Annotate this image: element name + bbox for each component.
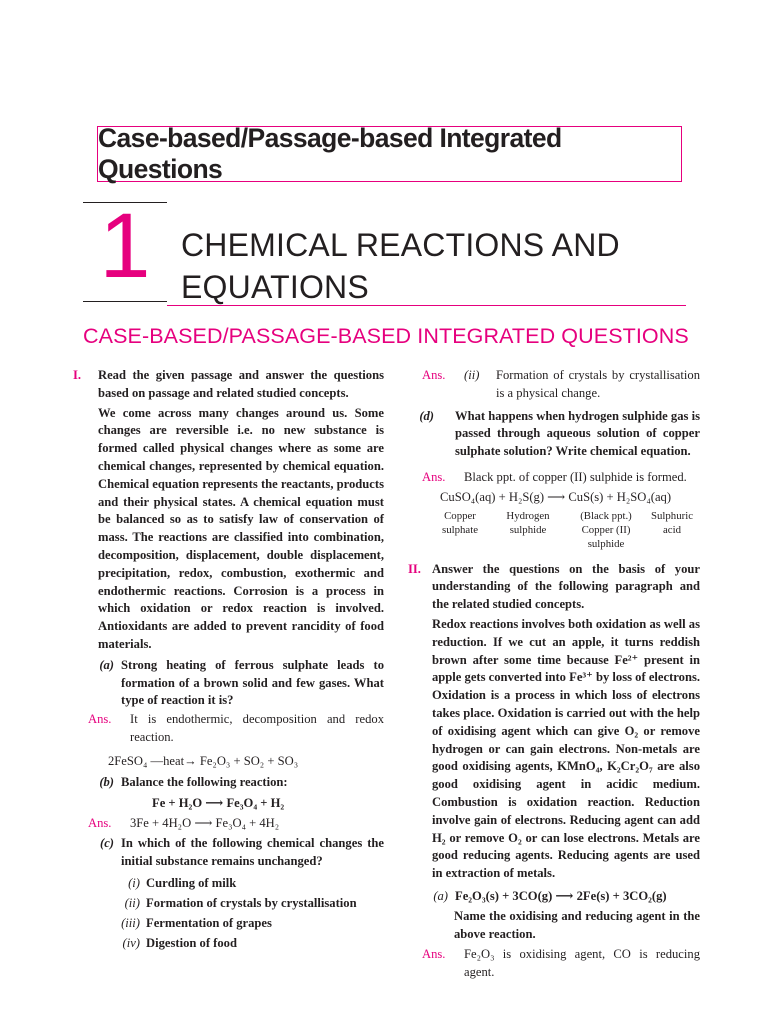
q1c-option-3-text: Fermentation of grapes — [146, 915, 272, 930]
q1d-answer-label: Ans. — [422, 469, 446, 484]
q1c-option-1-text: Curdling of milk — [146, 875, 237, 890]
left-column — [73, 367, 384, 953]
question-1-passage: We come across many changes around us. Some changes are reversible i.e. no new substance is formed called physical changes where as some are chemical changes, represented by chemical equation. Chemical equation represents the reactants, products and their physical states. A chemical equation must be balanced so as to satisfy law of conservation of mass. The reactions are classified into combination, decomposition, displacement, double displacement, precipitation, redox, combustion, exothermic and endothermic reactions. Corrosion is a process in which oxidation or redox reaction is involved. Antioxidants are added to prevent rancidity of food materials. — [98, 405, 384, 651]
title-banner — [97, 123, 682, 184]
q1a-label: (a) — [99, 657, 114, 672]
under-label-1: Copper sulphate — [442, 509, 478, 536]
chapter-title — [181, 224, 620, 308]
q1c-answer — [408, 367, 700, 403]
q1d-answer-text: Black ppt. of copper (II) sulphide is formed. — [464, 469, 687, 484]
right-column — [408, 367, 700, 982]
q1b-answer-label: Ans. — [88, 816, 112, 831]
q1c-option-2-label: (ii) — [124, 895, 140, 910]
q1c-option-1-label: (i) — [128, 875, 140, 890]
under-label-4: Sulphuric acid — [651, 509, 693, 536]
question-1-intro: Read the given passage and answer the questions based on passage and related studied concepts. — [98, 368, 384, 400]
question-1-number: I. — [73, 368, 82, 382]
q1c-answer-text: Formation of crystals by crystallisation is a physical change. — [496, 368, 700, 400]
q1c-option-4 — [98, 933, 384, 953]
q2a-equation: Fe₂O₃(s) + 3CO(g) ⟶ 2Fe(s) + 3CO₂(g) — [455, 888, 667, 903]
q1d-question — [408, 408, 700, 461]
q2a-label: (a) — [433, 888, 448, 903]
chapter-title-line-2: EQUATIONS — [181, 269, 369, 305]
q2a-answer — [408, 946, 700, 982]
q1c-text: In which of the following chemical changes the initial substance remains unchanged? — [121, 835, 384, 868]
q1a-answer-label: Ans. — [88, 712, 112, 727]
q1b-label: (b) — [99, 774, 114, 789]
q1b-text: Balance the following reaction: — [121, 774, 288, 789]
q1c-question — [88, 835, 384, 871]
chapter-title-line-1: CHEMICAL REACTIONS AND — [181, 227, 620, 263]
chapter-number: 1 — [99, 195, 151, 297]
q1c-answer-label: Ans. — [422, 368, 446, 382]
q1a-answer — [88, 711, 384, 747]
q1d-label: (d) — [419, 408, 434, 423]
q1a-equation-text: 2FeSO₄ —heat→ Fe₂O₃ + SO₂ + SO₃ — [108, 753, 299, 768]
q1c-option-3 — [98, 913, 384, 933]
q1d-answer — [408, 469, 700, 487]
q1c-label: (c) — [100, 835, 114, 850]
q1a-equation — [98, 753, 384, 771]
q2a-question: Name the oxidising and reducing agent in the above reaction. — [454, 908, 700, 941]
q1c-option-2 — [98, 893, 384, 913]
q1c-option-4-text: Digestion of food — [146, 935, 237, 950]
q1b-equation: Fe + H₂O ⟶ Fe₃O₄ + H₂ — [152, 796, 285, 811]
q2a-equation-row — [422, 888, 700, 906]
question-2-passage: Redox reactions involves both oxidation as well as reduction. If we cut an apple, it turns reddish brown after some time because Fe²⁺ present in apple gets converted into Fe³⁺ by loss of electrons. Oxidation is a process in which loss of electrons takes place. Oxidation is carried out with the help of oxidising agent which can give O₂ or remove hydrogen or can gain electrons. Non-metals are good oxidising agents, KMnO₄, K₂Cr₂O₇ are also good oxidising agent in acidic medium. Combustion is oxidation reaction. Reduction involve gain of electrons. Reducing agent can add H₂ or remove O₂ or can lose electrons. Metals are good reducing agents. Reducing agents are used in extraction of metals. — [432, 616, 700, 881]
q1b-answer — [88, 815, 384, 833]
q1c-option-2-text: Formation of crystals by crystallisation — [146, 895, 357, 910]
q1a-answer-text: It is endothermic, decomposition and redox reaction. — [130, 712, 384, 744]
question-1 — [73, 367, 384, 403]
q1c-option-3-label: (iii) — [121, 915, 140, 930]
q1a-text: Strong heating of ferrous sulphate leads to formation of a brown solid and few gases. What type of reaction it is? — [121, 657, 384, 708]
section-heading: CASE-BASED/PASSAGE-BASED INTEGRATED QUESTIONS — [83, 324, 689, 348]
q1c-answer-option: (ii) — [464, 368, 480, 382]
chapter-divider — [167, 305, 686, 306]
under-label-3: (Black ppt.) Copper (II) sulphide — [580, 509, 632, 550]
q1d-equation-labels — [408, 509, 700, 551]
q1d-equation: CuSO₄(aq) + H₂S(g) ⟶ CuS(s) + H₂SO₄(aq) — [440, 489, 672, 504]
q1c-options — [98, 873, 384, 953]
q1a-question — [88, 657, 384, 710]
under-label-2: Hydrogen sulphide — [506, 509, 550, 536]
question-2-intro: Answer the questions on the basis of your understanding of the following paragraph and the related studied concepts. — [432, 561, 700, 612]
q1c-option-1 — [98, 873, 384, 893]
q1c-option-4-label: (iv) — [122, 935, 140, 950]
q2a-answer-label: Ans. — [422, 947, 446, 962]
banner-title: Case-based/Passage-based Integrated Questions — [98, 123, 562, 184]
q2a-answer-text: Fe₂O₃ is oxidising agent, CO is reducing agent. — [464, 947, 700, 980]
q1b-answer-text: 3Fe + 4H₂O ⟶ Fe₃O₄ + 4H₂ — [130, 816, 280, 831]
question-2 — [408, 561, 700, 614]
q1d-text: What happens when hydrogen sulphide gas is passed through aqueous solution of copper sulphate solution? Write chemical equation. — [455, 408, 700, 459]
q1b-question — [88, 774, 384, 792]
question-2-number: II. — [408, 561, 421, 576]
